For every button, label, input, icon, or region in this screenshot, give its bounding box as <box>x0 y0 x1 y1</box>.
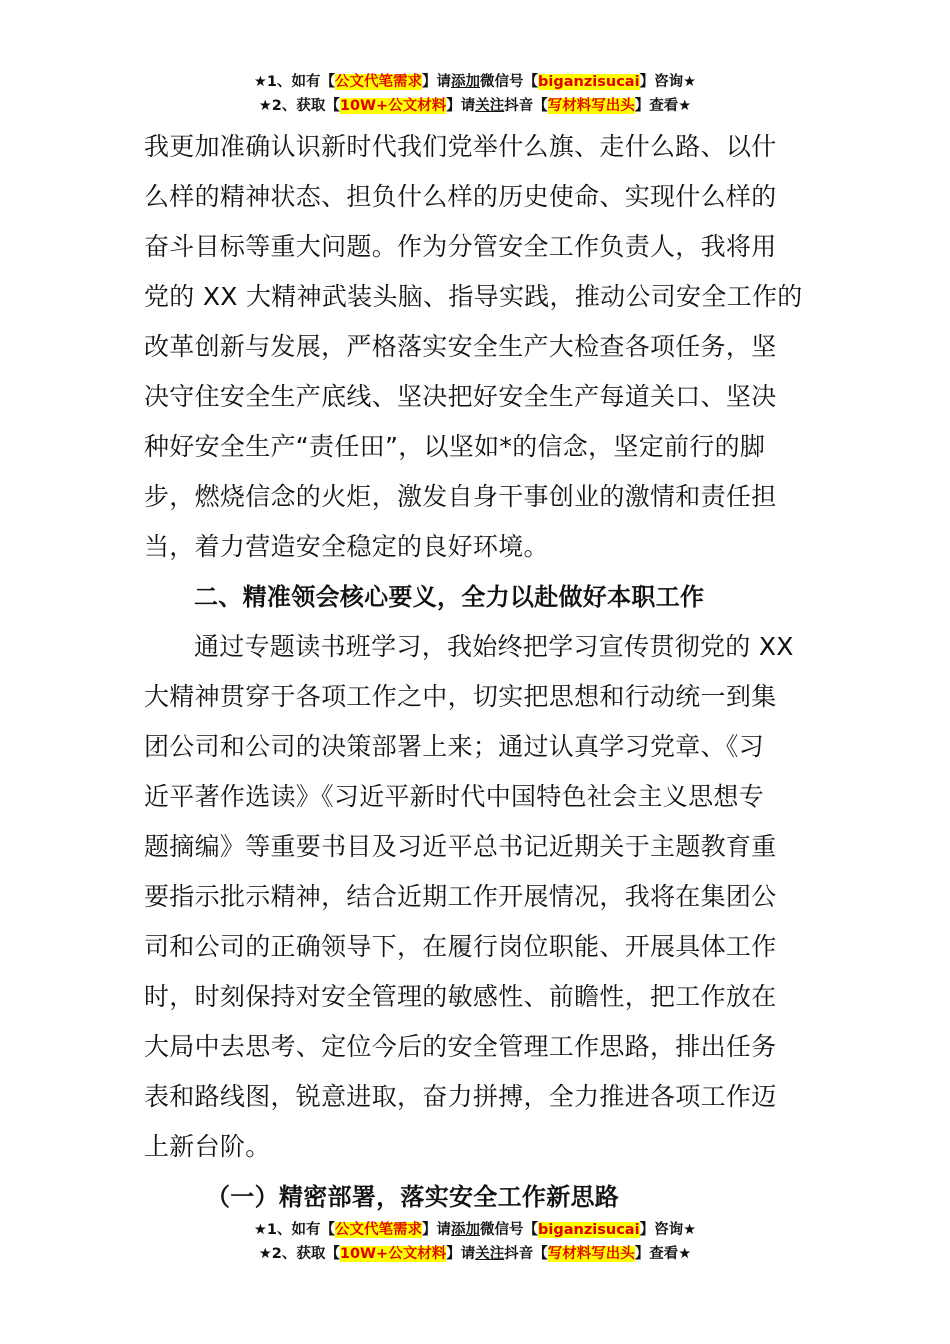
text-line: 奋斗目标等重大问题。作为分管安全工作负责人，我将用 <box>144 232 777 261</box>
text-line: 大局中去思考、定位今后的安全管理工作思路，排出任务 <box>144 1032 777 1061</box>
banner-line-1 <box>0 70 950 94</box>
text-line: 团公司和公司的决策部署上来；通过认真学习党章、《习 <box>144 732 765 761</box>
banner-line-1 <box>0 1218 950 1242</box>
banner-line-2 <box>0 94 950 118</box>
underlined-text: 添加 <box>451 1222 481 1238</box>
text-line: 步，燃烧信念的火炬，激发自身干事创业的激情和责任担 <box>144 482 777 511</box>
text-line: 司和公司的正确领导下，在履行岗位职能、开展具体工作 <box>144 932 777 961</box>
text-line: 种好安全生产“责任田”，以坚如*的信念，坚定前行的脚 <box>144 432 766 461</box>
banner-text: ★1、如有【 <box>253 1222 336 1238</box>
highlight-service: 公文代笔需求 <box>335 1222 423 1238</box>
highlight-wechat-id: biganzisucai <box>538 74 640 90</box>
text-line: 上新台阶。 <box>144 1132 271 1161</box>
text-line: 时，时刻保持对安全管理的敏感性、前瞻性，把工作放在 <box>144 982 777 1011</box>
document-body <box>144 122 808 1222</box>
text-line: 要指示批示精神，结合近期工作开展情况，我将在集团公 <box>144 882 777 911</box>
text-line: 当，着力营造安全稳定的良好环境。 <box>144 532 549 561</box>
banner-text: 】咨询★ <box>639 1222 697 1238</box>
underlined-text: 添加 <box>451 74 481 90</box>
text-line: 大精神贯穿于各项工作之中，切实把思想和行动统一到集 <box>144 682 777 711</box>
banner-text: 】请 <box>446 1246 476 1262</box>
subsection-heading-1: （一）精密部署，落实安全工作新思路 <box>206 1183 620 1211</box>
top-banner <box>0 70 950 118</box>
highlight-materials: 10W+公文材料 <box>339 1246 447 1262</box>
highlight-douyin-id: 写材料写出头 <box>547 1246 635 1262</box>
banner-text: 微信号【 <box>480 74 539 90</box>
highlight-service: 公文代笔需求 <box>335 74 423 90</box>
banner-text: ★2、获取【 <box>258 1246 340 1262</box>
text-line: 近平著作选读》《习近平新时代中国特色社会主义思想专 <box>144 782 765 811</box>
text-line: 通过专题读书班学习，我始终把学习宣传贯彻党的 XX <box>194 632 794 661</box>
paragraph-1 <box>144 122 808 572</box>
paragraph-2 <box>144 622 808 1172</box>
banner-text: 】查看★ <box>634 98 692 114</box>
underlined-text: 关注 <box>475 98 505 114</box>
highlight-materials: 10W+公文材料 <box>339 98 447 114</box>
text-line: 党的 XX 大精神武装头脑、指导实践，推动公司安全工作的 <box>144 282 803 311</box>
banner-text: 抖音【 <box>504 98 548 114</box>
text-line: 题摘编》等重要书目及习近平总书记近期关于主题教育重 <box>144 832 777 861</box>
banner-text: 】请 <box>422 74 452 90</box>
banner-text: 微信号【 <box>480 1222 539 1238</box>
bottom-banner <box>0 1218 950 1266</box>
banner-text: ★1、如有【 <box>253 74 336 90</box>
text-line: 改革创新与发展，严格落实安全生产大检查各项任务，坚 <box>144 332 777 361</box>
underlined-text: 关注 <box>475 1246 505 1262</box>
banner-text: ★2、获取【 <box>258 98 340 114</box>
banner-text: 】查看★ <box>634 1246 692 1262</box>
text-line: 决守住安全生产底线、坚决把好安全生产每道关口、坚决 <box>144 382 777 411</box>
banner-text: 】咨询★ <box>639 74 697 90</box>
banner-text: 抖音【 <box>504 1246 548 1262</box>
text-line: 么样的精神状态、担负什么样的历史使命、实现什么样的 <box>144 182 777 211</box>
highlight-wechat-id: biganzisucai <box>538 1222 640 1238</box>
banner-text: 】请 <box>422 1222 452 1238</box>
highlight-douyin-id: 写材料写出头 <box>547 98 635 114</box>
section-heading-2: 二、精准领会核心要义，全力以赴做好本职工作 <box>194 583 705 611</box>
text-line: 我更加准确认识新时代我们党举什么旗、走什么路、以什 <box>144 132 777 161</box>
banner-line-2 <box>0 1242 950 1266</box>
text-line: 表和路线图，锐意进取，奋力拼搏，全力推进各项工作迈 <box>144 1082 777 1111</box>
banner-text: 】请 <box>446 98 476 114</box>
